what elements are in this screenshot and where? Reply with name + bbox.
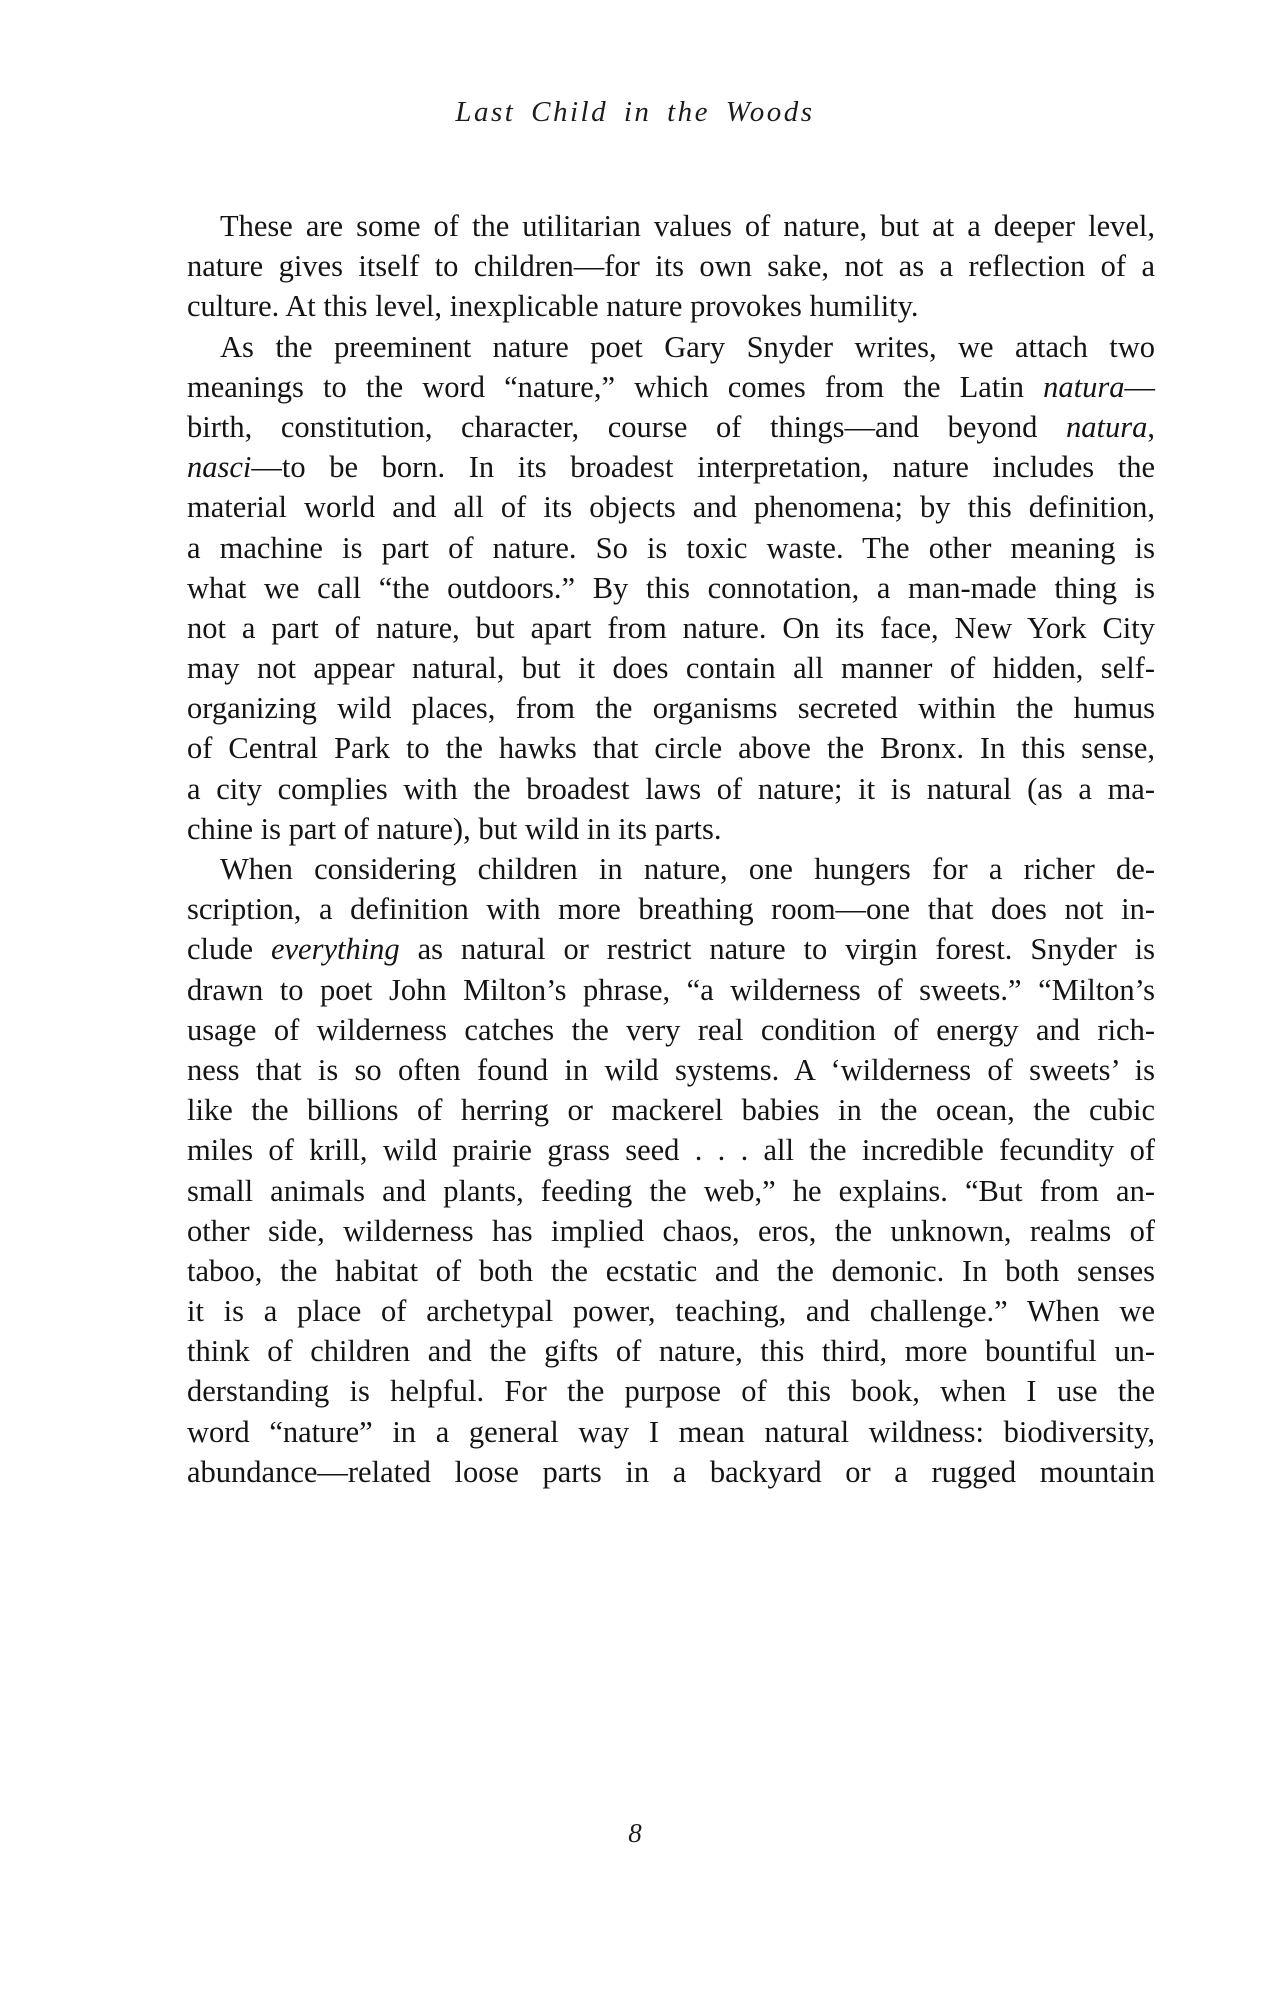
text-line bbox=[187, 648, 1155, 688]
text-line bbox=[187, 728, 1155, 768]
text-run: organizing wild places, from the organisms secreted within the humus bbox=[187, 691, 1155, 726]
text-run: taboo, the habitat of both the ecstatic and the demonic. In both senses bbox=[187, 1253, 1155, 1288]
italic-word: nasci bbox=[187, 450, 252, 485]
text-run: As the preeminent nature poet Gary Snyder writes, we attach two bbox=[220, 329, 1155, 364]
text-line bbox=[187, 407, 1155, 447]
text-line bbox=[187, 246, 1155, 286]
text-run: it is a place of archetypal power, teaching, and challenge.” When we bbox=[187, 1294, 1155, 1329]
text-line bbox=[187, 367, 1155, 407]
text-run: abundance—related loose parts in a backyard or a rugged mountain bbox=[187, 1454, 1155, 1489]
text-run: scription, a definition with more breathing room—one that does not in- bbox=[187, 892, 1155, 927]
text-line bbox=[187, 1371, 1155, 1411]
text-line bbox=[187, 1291, 1155, 1331]
text-run: drawn to poet John Milton’s phrase, “a wilderness of sweets.” “Milton’s bbox=[187, 972, 1155, 1007]
text-line bbox=[187, 688, 1155, 728]
running-head: Last Child in the Woods bbox=[455, 96, 815, 128]
text-line bbox=[187, 327, 1155, 367]
text-run: chine is part of nature), but wild in its parts. bbox=[187, 811, 722, 846]
italic-word: natura bbox=[1066, 409, 1148, 444]
text-line bbox=[187, 1251, 1155, 1291]
text-line bbox=[187, 769, 1155, 809]
text-run: word “nature” in a general way I mean natural wildness: biodiversity, bbox=[187, 1414, 1155, 1449]
text-line bbox=[187, 1331, 1155, 1371]
body-text bbox=[187, 206, 1155, 1492]
text-run: derstanding is helpful. For the purpose of this book, when I use the bbox=[187, 1374, 1155, 1409]
text-line bbox=[187, 286, 1155, 326]
text-run: other side, wilderness has implied chaos, eros, the unknown, realms of bbox=[187, 1213, 1155, 1248]
text-run: miles of krill, wild prairie grass seed . . . all the incredible fecundity of bbox=[187, 1133, 1155, 1168]
text-run: may not appear natural, but it does contain all manner of hidden, self- bbox=[187, 651, 1155, 686]
text-line bbox=[187, 1412, 1155, 1452]
text-line bbox=[187, 447, 1155, 487]
text-run: — bbox=[1124, 369, 1155, 404]
text-line bbox=[187, 568, 1155, 608]
text-run: , bbox=[1147, 409, 1155, 444]
text-run: a city complies with the broadest laws of nature; it is natural (as a ma- bbox=[187, 771, 1155, 806]
text-line bbox=[187, 970, 1155, 1010]
text-run: culture. At this level, inexplicable nature provokes humility. bbox=[187, 289, 919, 324]
text-line bbox=[187, 206, 1155, 246]
text-run: These are some of the utilitarian values of nature, but at a deeper level, bbox=[220, 209, 1155, 243]
text-run: like the billions of herring or mackerel babies in the ocean, the cubic bbox=[187, 1093, 1155, 1128]
text-line bbox=[187, 929, 1155, 969]
text-run: not a part of nature, but apart from nature. On its face, New York City bbox=[187, 610, 1155, 645]
italic-word: natura bbox=[1043, 369, 1125, 404]
text-run: of Central Park to the hawks that circle above the Bronx. In this sense, bbox=[187, 731, 1155, 766]
text-run: meanings to the word “nature,” which comes from the Latin bbox=[187, 369, 1044, 404]
text-run: what we call “the outdoors.” By this connotation, a man-made thing is bbox=[187, 570, 1155, 605]
text-run: a machine is part of nature. So is toxic waste. The other meaning is bbox=[187, 530, 1155, 565]
text-line bbox=[187, 1090, 1155, 1130]
page-number: 8 bbox=[628, 1818, 642, 1848]
text-run: material world and all of its objects and phenomena; by this definition, bbox=[187, 490, 1155, 525]
text-line bbox=[187, 1130, 1155, 1170]
text-run: When considering children in nature, one hungers for a richer de- bbox=[220, 852, 1155, 886]
text-line bbox=[187, 1211, 1155, 1251]
text-run: —to be born. In its broadest interpretation, nature includes the bbox=[251, 450, 1155, 485]
text-line bbox=[187, 608, 1155, 648]
text-line bbox=[187, 1050, 1155, 1090]
text-run: think of children and the gifts of nature, this third, more bountiful un- bbox=[187, 1334, 1155, 1369]
text-run: small animals and plants, feeding the web,” he explains. “But from an- bbox=[187, 1173, 1155, 1208]
text-line bbox=[187, 1171, 1155, 1211]
text-line bbox=[187, 889, 1155, 929]
text-line bbox=[187, 849, 1155, 889]
text-run: birth, constitution, character, course of things—and beyond bbox=[187, 409, 1067, 444]
text-run: as natural or restrict nature to virgin forest. Snyder is bbox=[399, 932, 1155, 967]
text-run: usage of wilderness catches the very real condition of energy and rich- bbox=[187, 1012, 1155, 1047]
text-line bbox=[187, 1452, 1155, 1492]
text-line bbox=[187, 528, 1155, 568]
text-run: nature gives itself to children—for its own sake, not as a reflection of a bbox=[187, 249, 1155, 284]
italic-word: everything bbox=[270, 932, 400, 967]
text-line bbox=[187, 487, 1155, 527]
text-line bbox=[187, 809, 1155, 849]
text-line bbox=[187, 1010, 1155, 1050]
text-run: ness that is so often found in wild systems. A ‘wilderness of sweets’ is bbox=[187, 1052, 1155, 1087]
text-run: clude bbox=[187, 932, 271, 967]
